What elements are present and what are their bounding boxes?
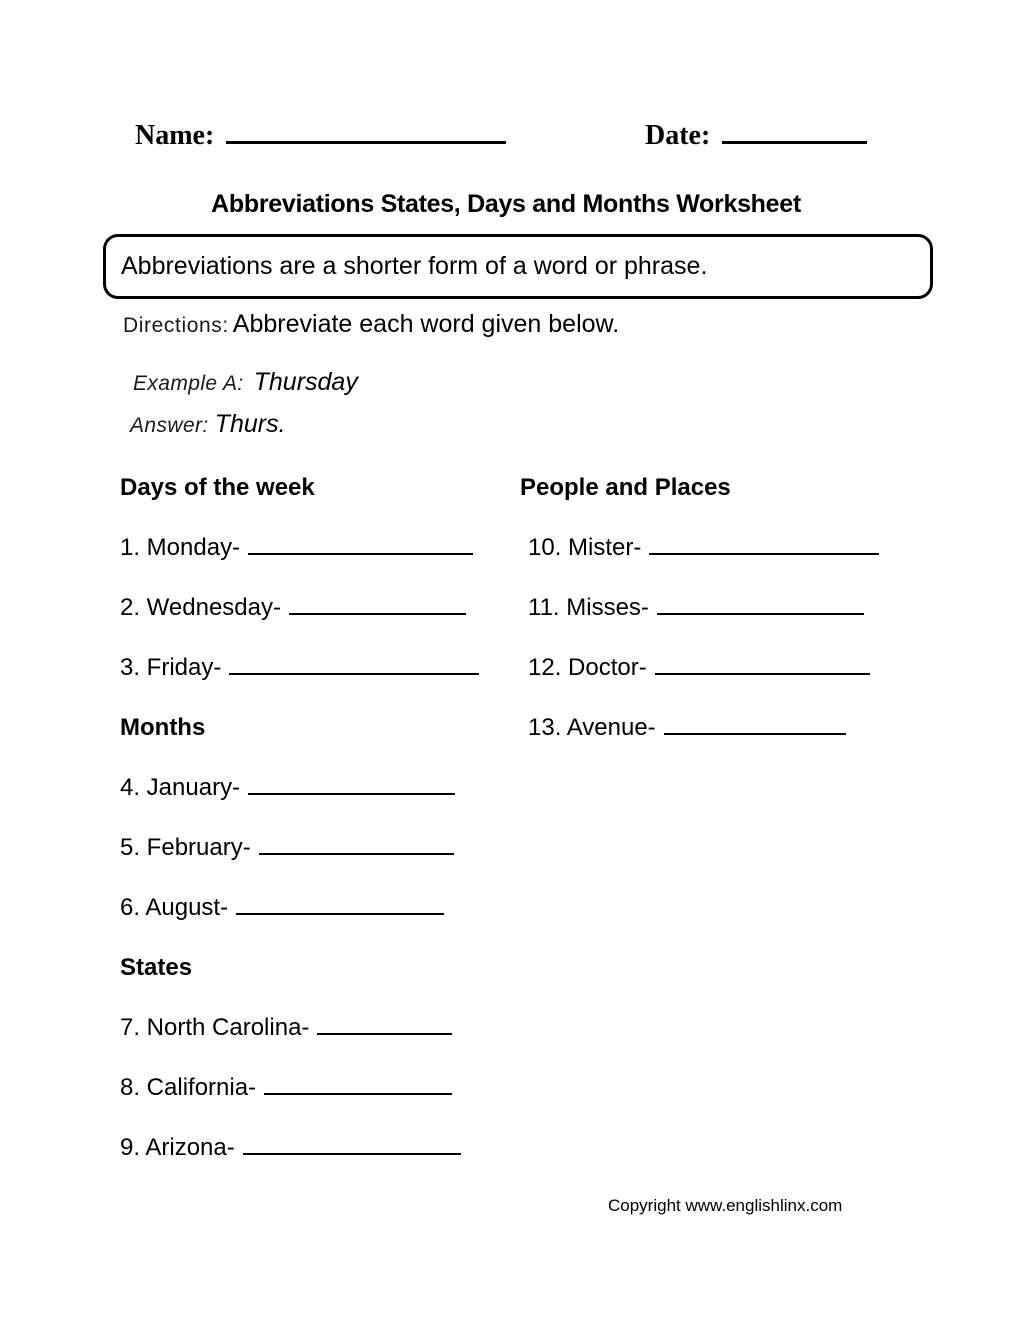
blank-line (649, 548, 879, 555)
item-label: 8. California- (120, 1074, 257, 1101)
item-label: 2. Wednesday- (120, 594, 281, 621)
directions-text: Abbreviate each word given below. (232, 310, 620, 338)
name-label: Name: (135, 120, 215, 151)
item-label: 7. North Carolina- (120, 1014, 310, 1041)
item-label: 9. Arizona- (120, 1134, 235, 1161)
item-label: 6. August- (120, 894, 229, 921)
example-row (133, 368, 358, 397)
list-item (120, 818, 479, 878)
section-heading-months: Months (120, 714, 206, 741)
item-label: 1. Monday- (120, 534, 241, 561)
right-column (520, 458, 879, 758)
blank-line (655, 668, 870, 675)
list-item (120, 518, 479, 578)
item-label: 5. February- (120, 834, 251, 861)
answer-label: Answer: (130, 414, 209, 437)
name-field-row (135, 120, 506, 152)
list-item (520, 578, 879, 638)
section-heading-states: States (120, 954, 193, 981)
section-heading-days: Days of the week (120, 474, 315, 501)
blank-line (248, 788, 455, 795)
item-label: 11. Misses- (528, 594, 649, 621)
list-item (120, 638, 479, 698)
item-label: 3. Friday- (120, 654, 222, 681)
blank-line (664, 728, 846, 735)
blank-line (248, 548, 473, 555)
blank-line (289, 608, 466, 615)
list-item (120, 1058, 479, 1118)
section-heading-people-places: People and Places (520, 474, 731, 501)
example-value: Thursday (253, 368, 358, 396)
copyright-text: Copyright www.englishlinx.com (608, 1196, 843, 1215)
example-label: Example A: (133, 372, 244, 395)
blank-line (264, 1088, 452, 1095)
definition-text: Abbreviations are a shorter form of a word or phrase. (121, 252, 708, 280)
blank-line (236, 908, 444, 915)
directions-label: Directions: (123, 314, 229, 337)
list-item (520, 638, 879, 698)
list-item (120, 998, 479, 1058)
directions-row (123, 310, 619, 339)
list-item (120, 578, 479, 638)
left-column (120, 458, 479, 1178)
item-label: 4. January- (120, 774, 241, 801)
date-field-row (645, 120, 867, 152)
blank-line (229, 668, 479, 675)
list-item (120, 758, 479, 818)
list-item (520, 698, 879, 758)
date-label: Date: (645, 120, 711, 151)
name-blank-line (226, 135, 506, 144)
item-label: 13. Avenue- (528, 714, 656, 741)
blank-line (317, 1028, 452, 1035)
item-label: 10. Mister- (528, 534, 642, 561)
blank-line (657, 608, 864, 615)
definition-box (103, 234, 933, 299)
blank-line (243, 1148, 461, 1155)
item-label: 12. Doctor- (528, 654, 647, 681)
list-item (120, 1118, 479, 1178)
list-item (120, 878, 479, 938)
list-item (520, 518, 879, 578)
date-blank-line (722, 135, 867, 144)
answer-row (130, 410, 286, 439)
answer-value: Thurs. (214, 410, 286, 438)
page-title: Abbreviations States, Days and Months Worksheet (211, 190, 801, 218)
blank-line (259, 848, 454, 855)
